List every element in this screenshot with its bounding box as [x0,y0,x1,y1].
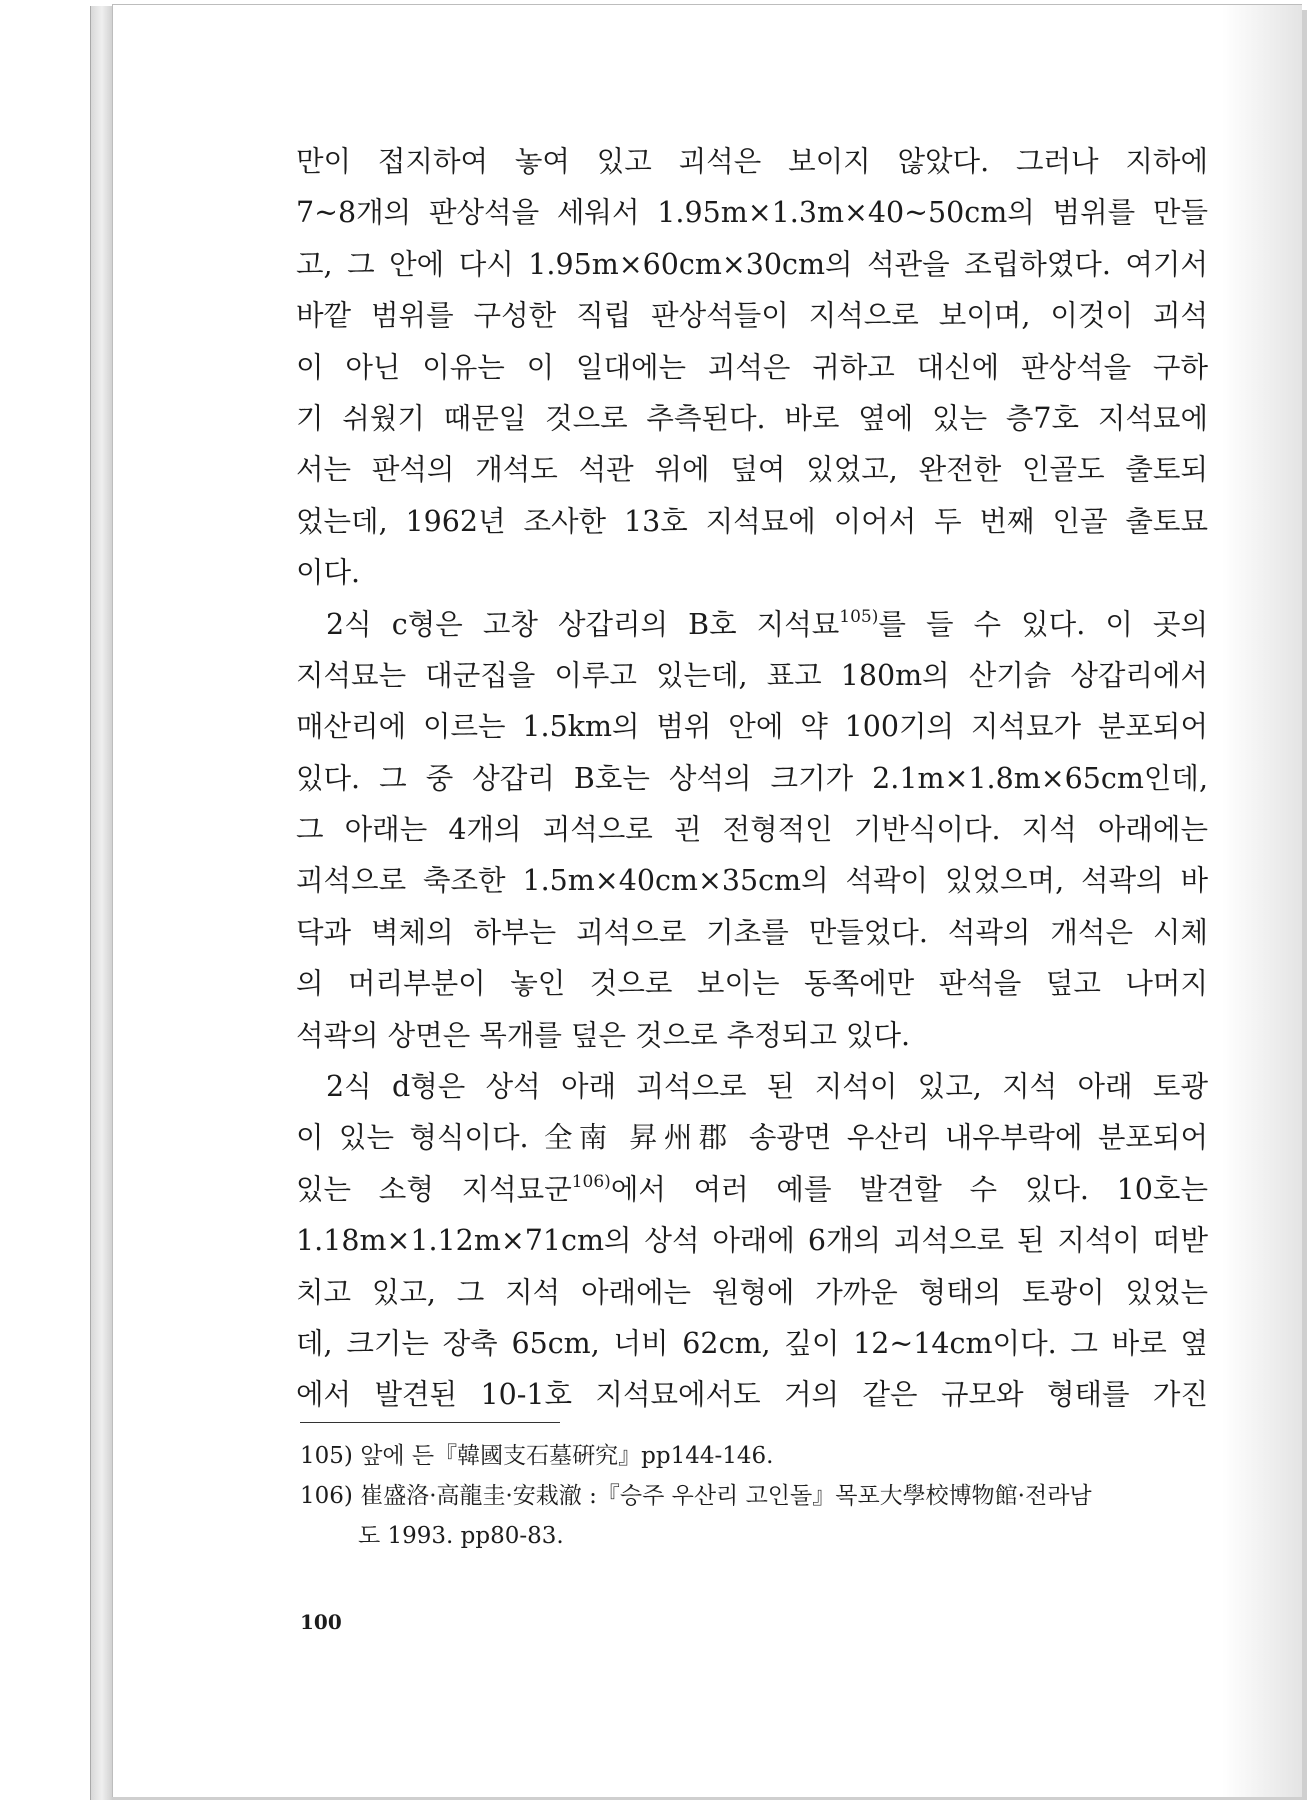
text-line: 있다. 그 중 상갑리 B호는 상석의 크기가 2.1m×1.8m×65cm인데, [296,761,1208,795]
text-line: 매산리에 이르는 1.5km의 범위 안에 약 100기의 지석묘가 분포되어 [296,710,1208,744]
page-number: 100 [300,1610,342,1634]
text-line: 에서 발견된 10-1호 지석묘에서도 거의 같은 규모와 형태를 가진 [296,1378,1208,1412]
footnote-text: 崔盛洛·高龍圭·安栽澈 :『승주 우산리 고인돌』목포大學校博物館·전라남 [360,1483,1092,1509]
text-line: 바깥 범위를 구성한 직립 판상석들이 지석으로 보이며, 이것이 괴석 [296,299,1208,333]
footnote-number: 106) [300,1483,353,1509]
text-line: 지석묘는 대군집을 이루고 있는데, 표고 180m의 산기슭 상갑리에서 [296,658,1208,692]
text-line: 2식 d형은 상석 아래 괴석으로 된 지석이 있고, 지석 아래 토광 [326,1070,1208,1104]
footnotes [300,1436,1208,1556]
text-line: 서는 판석의 개석도 석관 위에 덮여 있었고, 완전한 인골도 출토되 [296,453,1208,487]
text-line: 데, 크기는 장축 65cm, 너비 62cm, 깊이 12~14cm이다. 그 바로 옆 [296,1326,1208,1360]
footnote-106 [300,1476,1208,1516]
text-line: 닥과 벽체의 하부는 괴석으로 기초를 만들었다. 석곽의 개석은 시체 [296,915,1208,949]
text-line: 고, 그 안에 다시 1.95m×60cm×30cm의 석관을 조립하였다. 여기서 [296,247,1208,281]
footnote-divider [300,1422,560,1423]
text-segment: 에서 여러 예를 발견할 수 있다. 10호는 [610,1172,1208,1206]
footnote-number: 105) [300,1443,353,1469]
text-line: 만이 접지하여 놓여 있고 괴석은 보이지 않았다. 그러나 지하에 [296,145,1208,178]
text-segment: 를 들 수 있다. 이 곳의 [878,607,1208,641]
text-line: 1.18m×1.12m×71cm의 상석 아래에 6개의 괴석으로 된 지석이 떠받 [296,1224,1208,1258]
text-line [296,599,1208,650]
text-line: 그 아래는 4개의 괴석으로 괸 전형적인 기반식이다. 지석 아래에는 [296,813,1208,847]
body-text [296,136,1208,1421]
text-line [296,1164,1208,1215]
footnote-text: 앞에 든『韓國支石墓硏究』pp144-146. [360,1443,774,1469]
text-line: 석곽의 상면은 목개를 덮은 것으로 추정되고 있다. [296,1018,911,1052]
text-line: 이다. [296,556,361,590]
footnote-105 [300,1436,1208,1476]
text-line: 괴석으로 축조한 1.5m×40cm×35cm의 석곽이 있었으며, 석곽의 바 [296,864,1208,898]
footnote-ref-105: 105) [839,606,879,627]
text-line: 치고 있고, 그 지석 아래에는 원형에 가까운 형태의 토광이 있었는 [296,1275,1208,1309]
text-line: 이 있는 형식이다. 全南 昇州郡 송광면 우산리 내우부락에 분포되어 [296,1121,1208,1155]
text-segment: 있는 소형 지석묘군 [296,1172,572,1206]
text-segment: 2식 c형은 고창 상갑리의 B호 지석묘 [326,607,840,641]
text-line: 7~8개의 판상석을 세워서 1.95m×1.3m×40~50cm의 범위를 만들 [296,196,1208,230]
text-line: 이 아닌 이유는 이 일대에는 괴석은 귀하고 대신에 판상석을 구하 [296,350,1208,384]
footnote-ref-106: 106) [571,1171,611,1192]
text-line: 기 쉬웠기 때문일 것으로 추측된다. 바로 옆에 있는 층7호 지석묘에 [296,401,1208,435]
footnote-106-continued: 도 1993. pp80-83. [358,1523,564,1549]
text-line: 의 머리부분이 놓인 것으로 보이는 동쪽에만 판석을 덮고 나머지 [296,967,1208,1001]
text-line: 었는데, 1962년 조사한 13호 지석묘에 이어서 두 번째 인골 출토묘 [296,504,1208,538]
